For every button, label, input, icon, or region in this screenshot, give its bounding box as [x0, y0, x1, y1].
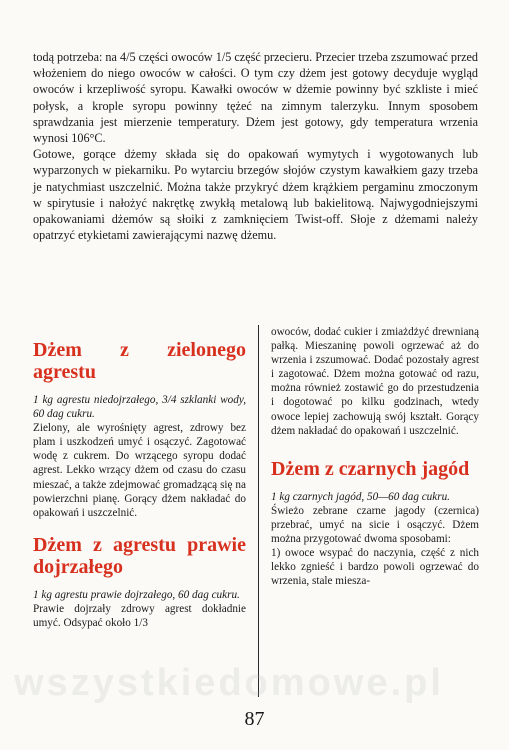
recipe-title-blueberry: Dżem z czarnych jagód [271, 457, 470, 480]
intro-paragraph-2: Gotowe, gorące dżemy składa się do opakowań wymytych i wygotowanych lub wyparzonych w piekarniku. Po wytarciu brzegów słojów czystym kawałkiem gazy trzeba je natychmiast uszczelnić. Można także przykryć dżem krążkiem pergaminu zmoczonym w spirytusie i nałożyć nakrętkę zwykłą metalową lub bakielitową. Najwygodniejszymi opakowaniami dżemów są słoiki z zamknięciem Twist-off. Słoje z dżemami należy opatrzyć etykietami zawierającymi nazwę dżemu. [33, 147, 478, 243]
intro-section [33, 49, 478, 243]
watermark: wszystkiedomowe.pl [14, 662, 444, 704]
recipe-ingredients: 1 kg agrestu niedojrzałego, 3/4 szklanki wody, 60 dag cukru. [33, 394, 246, 421]
recipe-title-green-gooseberry: Dżem z zielonego agrestu [33, 339, 246, 383]
recipe-step: 1) owoce wsypać do naczynia, część z nich lekko zgnieść i bardzo powoli ogrzewać do wrzenia, stale miesza- [271, 547, 479, 588]
left-column [33, 325, 246, 630]
page-number: 87 [244, 708, 265, 730]
recipe-instructions: Zielony, ale wyrośnięty agrest, zdrowy bez plam i uszkodzeń umyć i osączyć. Zagotować wodę z cukrem. Do wrzącego syropu dodać agrest. Lekko wrzący dżem od czasu do czasu mieszać, a także zdejmować gromadzącą się na powierzchni pianę. Gorący dżem nakładać do opakowań i uszczelnić. [33, 422, 246, 519]
recipe-instructions-continued: owoców, dodać cukier i zmiażdżyć drewnianą pałką. Mieszaninę powoli ogrzewać aż do wrzenia i zszumować. Dodać pozostały agrest i zagotować. Dżem można gotować od razu, można również zostawić go do przestudzenia i dogotować po kilku godzinach, wtedy owoce lepiej zachowują swój kształt. Gorący dżem nakładać do opakowań i uszczelnić. [271, 326, 479, 437]
recipe-instructions: Prawie dojrzały zdrowy agrest dokładnie umyć. Odsypać około 1/3 [33, 602, 246, 630]
intro-paragraph-1: todą potrzeba: na 4/5 części owoców 1/5 część przecieru. Przecier trzeba zszumować przed włożeniem do niego owoców w całości. O tym czy dżem jest gotowy decyduje wygląd owoców i krzepliwość syropu. Kawałki owoców w dżemie powinny być szkliste i mieć połysk, a krople syropu powinny tężeć na zimnym talerzyku. Innym sposobem sprawdzania jest mierzenie temperatury. Dżem jest gotowy, gdy temperatura wrzenia wynosi 106°C. [33, 50, 478, 146]
right-column [271, 325, 479, 588]
recipe-instructions: Świeżo zebrane czarne jagody (czernica) przebrać, umyć na sicie i osączyć. Dżem można przygotować dwoma sposobami: [271, 504, 479, 546]
column-divider [258, 325, 259, 697]
recipe-ingredients: 1 kg agrestu prawie dojrzałego, 60 dag cukru. [33, 588, 240, 601]
recipe-ingredients: 1 kg czarnych jagód, 50—60 dag cukru. [271, 490, 450, 503]
recipe-title-ripe-gooseberry: Dżem z agrestu prawie dojrzałego [33, 533, 246, 578]
